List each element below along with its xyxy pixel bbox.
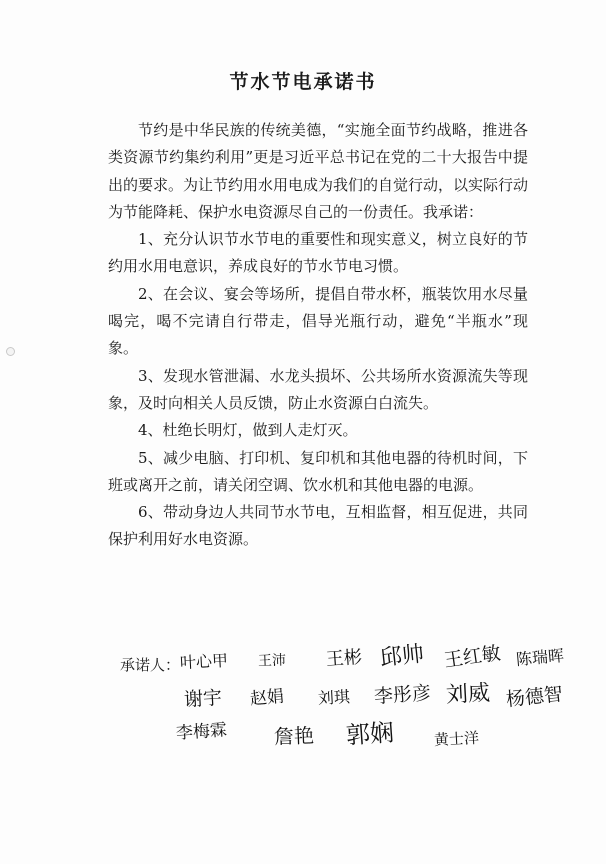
handwritten-signature: 邱帅 xyxy=(378,641,426,672)
handwritten-signature: 谢宇 xyxy=(183,687,223,711)
pledge-item-1: 1、充分认识节水节电的重要性和现实意义，树立良好的节约用水用电意识，养成良好的节水节电习惯。 xyxy=(108,230,528,276)
pledge-item-2: 2、在会议、宴会等场所，提倡自带水杯，瓶装饮用水尽量喝完，喝不完请自行带走，倡导光瓶行动，避免“半瓶水”现象。 xyxy=(108,284,528,358)
handwritten-signature: 杨德智 xyxy=(504,683,564,711)
signatures-block xyxy=(118,640,588,770)
handwritten-signature: 叶心甲 xyxy=(179,650,229,673)
handwritten-signature: 詹艳 xyxy=(273,723,315,749)
handwritten-signature: 黄士洋 xyxy=(433,728,480,750)
binder-hole-mark xyxy=(6,347,15,356)
handwritten-signature: 郭娴 xyxy=(345,718,395,750)
handwritten-signature: 刘威 xyxy=(445,680,491,709)
handwritten-signature: 王红敏 xyxy=(442,642,503,672)
handwritten-signature: 王沛 xyxy=(257,652,287,670)
document-title: 节水节电承诺书 xyxy=(229,71,377,93)
pledge-item-5: 5、减少电脑、打印机、复印机和其他电器的待机时间，下班或离开之前，请关闭空调、饮水机和其他电器的电源。 xyxy=(108,448,528,494)
handwritten-signature: 李彤彦 xyxy=(373,682,432,708)
handwritten-signature: 王彬 xyxy=(325,646,363,671)
pledge-item-3: 3、发现水管泄漏、水龙头损坏、公共场所水资源流失等现象，及时向相关人员反馈，防止水资源白白流失。 xyxy=(108,366,528,412)
handwritten-signature: 赵娟 xyxy=(249,686,285,710)
intro-paragraph: 节约是中华民族的传统美德，“实施全面节约战略，推进各类资源节约集约利用”更是习近平总书记在党的二十大报告中提出的要求。为让节约用水用电成为我们的自觉行动，以实际行动为节能降耗、保护水电资源尽自己的一份责任。我承诺： xyxy=(108,121,529,221)
pledge-item-4: 4、杜绝长明灯，做到人走灯灭。 xyxy=(138,421,358,440)
pledge-item-6: 6、带动身边人共同节水节电，互相监督，相互促进，共同保护利用好水电资源。 xyxy=(108,503,528,549)
handwritten-signature: 李梅霖 xyxy=(175,720,228,744)
handwritten-signature: 刘琪 xyxy=(317,687,351,708)
handwritten-signature: 陈瑞晖 xyxy=(515,645,565,670)
document-body xyxy=(108,117,528,554)
signatory-label: 承诺人： xyxy=(120,656,181,674)
